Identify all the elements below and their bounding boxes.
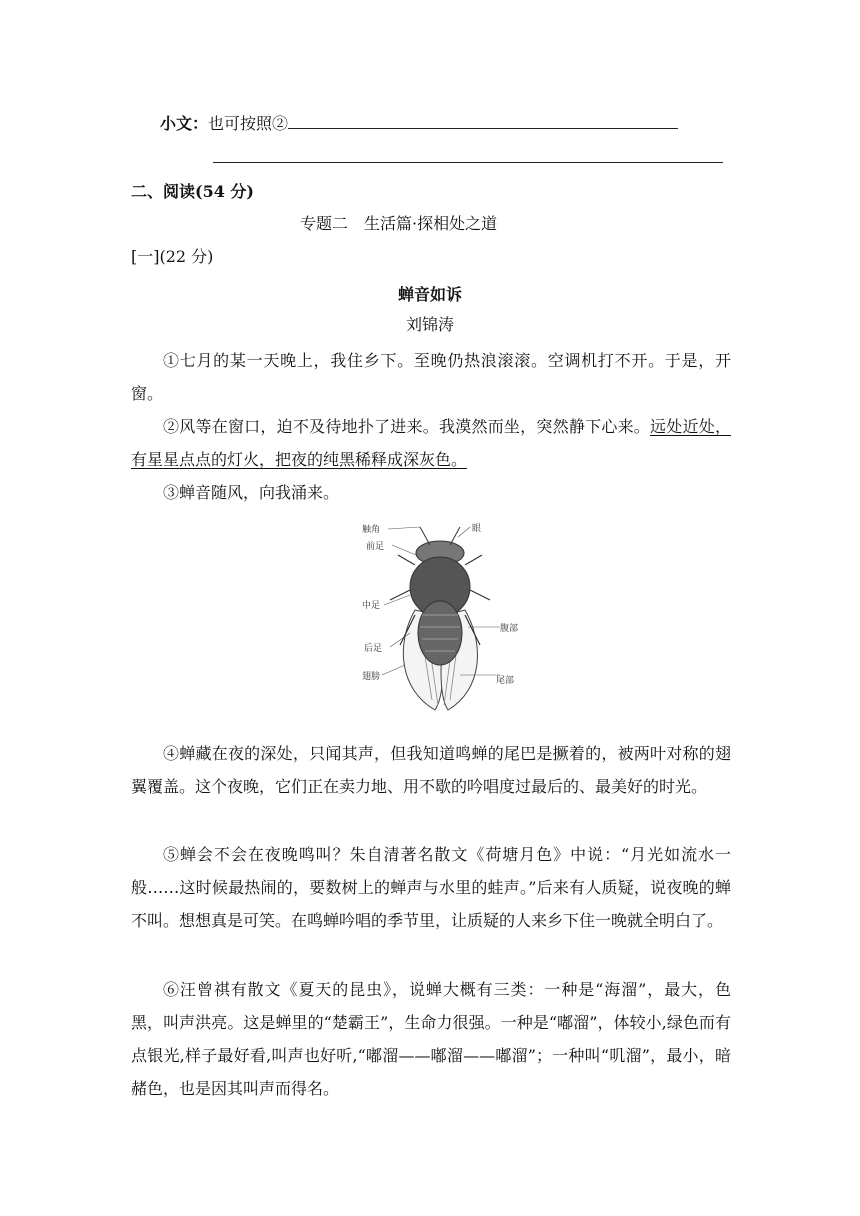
topic-title: 专题二 生活篇·探相处之道 bbox=[300, 214, 498, 233]
paragraph-2-text: ②风等在窗口，迫不及待地扑了进来。我漠然而坐，突然静下心来。 bbox=[163, 417, 651, 436]
speaker-label: 小文： bbox=[160, 114, 209, 133]
paragraph-1: ①七月的某一天晚上，我住乡下。至晚仍热浪滚滚。空调机打不开。于是，开窗。 bbox=[131, 351, 731, 403]
paragraph-2 bbox=[131, 410, 731, 476]
article-title: 蝉音如诉 bbox=[397, 285, 462, 304]
cicada-illustration bbox=[382, 527, 500, 710]
answer-blank-1[interactable] bbox=[288, 112, 678, 129]
label-abdomen: 腹部 bbox=[500, 623, 519, 633]
paragraph-6: ⑥汪曾祺有散文《夏天的昆虫》，说蝉大概有三类：一种是“海溜”，最大，色黑，叫声洪亮。这是蝉里的“楚霸王”，生命力很强。一种是“嘟溜”，体较小,绿色而有点银光,样子最好看,叫声也好听,“嘟溜——嘟溜——嘟溜”；一种叫“叽溜”，最小，暗赭色，也是因其叫声而得名。 bbox=[131, 980, 731, 1098]
label-foreleg: 前足 bbox=[366, 541, 385, 551]
part-label: [一](22 分) bbox=[131, 247, 214, 266]
answer-prompt: 也可按照② bbox=[208, 114, 289, 133]
article-author: 刘锦涛 bbox=[405, 315, 454, 334]
answer-blank-2[interactable] bbox=[213, 162, 723, 163]
paragraph-3: ③蝉音随风，向我涌来。 bbox=[163, 483, 340, 502]
label-midleg: 中足 bbox=[362, 600, 381, 610]
answer-line-row bbox=[160, 112, 678, 136]
label-eye: 眼 bbox=[472, 523, 482, 533]
paragraph-4: ④蝉藏在夜的深处，只闻其声，但我知道鸣蝉的尾巴是撅着的，被两叶对称的翅翼覆盖。这个夜晚，它们正在卖力地、用不歇的吟唱度过最后的、最美好的时光。 bbox=[131, 744, 731, 796]
label-wing: 翅膀 bbox=[362, 671, 381, 681]
label-antenna: 触角 bbox=[362, 524, 381, 534]
paragraph-5: ⑤蝉会不会在夜晚鸣叫？朱自清著名散文《荷塘月色》中说：“月光如流水一般……这时候最热闹的，要数树上的蝉声与水里的蛙声。”后来有人质疑，说夜晚的蝉不叫。想想真是可笑。在鸣蝉吟唱的季节里，让质疑的人来乡下住一晚就全明白了。 bbox=[131, 845, 731, 930]
label-hindleg: 后足 bbox=[364, 643, 383, 653]
underlined-sentence: 远处近处，有星星点点的灯火，把夜的纯黑稀释成深灰色。 bbox=[131, 417, 731, 469]
label-tail: 尾部 bbox=[496, 675, 515, 685]
cicada-diagram bbox=[360, 515, 520, 720]
section-heading: 二、阅读(54 分) bbox=[131, 182, 254, 201]
